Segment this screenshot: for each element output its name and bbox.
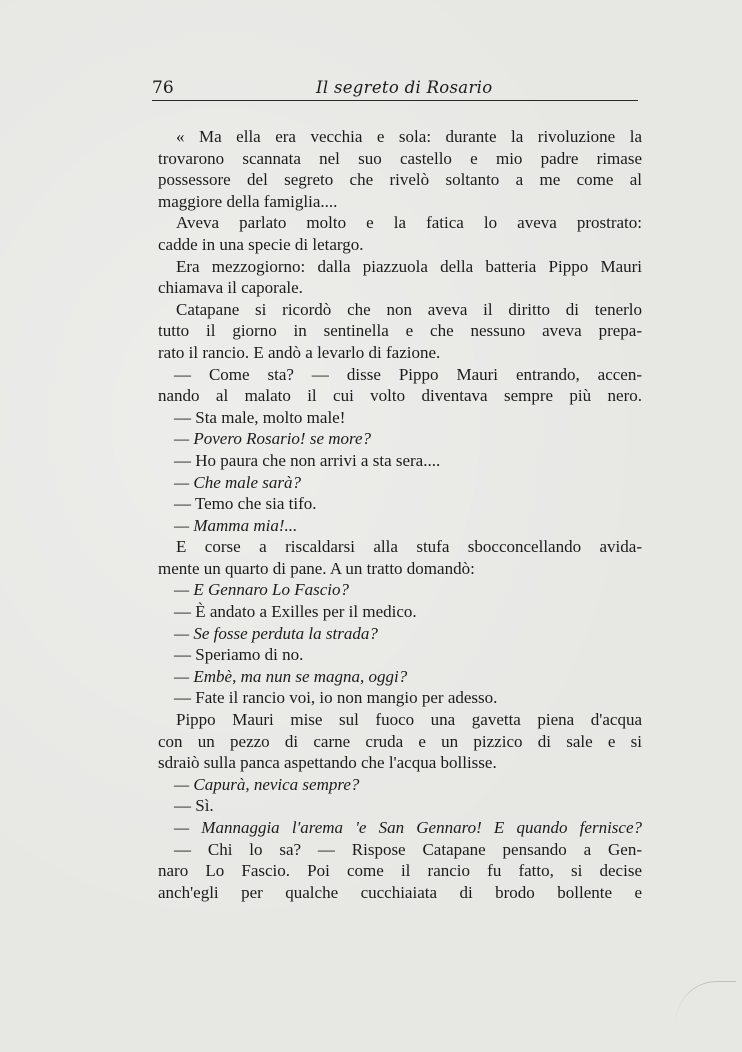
running-title: Il segreto di Rosario — [316, 78, 493, 97]
text-line: cadde in una specie di letargo. — [158, 234, 364, 254]
text-line: — Fate il rancio voi, io non mangio per adesso. — [174, 688, 498, 708]
text-line: rato il rancio. E andò a levarlo di fazione. — [158, 342, 441, 362]
text-line: mente un quarto di pane. A un tratto domandò: — [158, 558, 475, 578]
text-line: — Mamma mia!... — [174, 515, 298, 535]
text-line: — Che male sarà? — [174, 472, 302, 492]
text-line: anch'egli per qualche cucchiaiata di brodo bollente e — [158, 882, 642, 902]
text-line: tutto il giorno in sentinella e che nessuno aveva prepa- — [158, 321, 642, 341]
text-line: Catapane si ricordò che non aveva il diritto di tenerlo — [176, 299, 642, 319]
text-line: — Temo che sia tifo. — [174, 494, 317, 514]
text-line: — Embè, ma nun se magna, oggi? — [174, 666, 408, 686]
text-line: nando al malato il cui volto diventava sempre più nero. — [158, 386, 642, 406]
text-line: — Speriamo di no. — [174, 645, 304, 665]
text-line: con un pezzo di carne cruda e un pizzico di sale e si — [158, 731, 642, 751]
text-line: — Chi lo sa? — Rispose Catapane pensando a Gen- — [174, 839, 642, 859]
text-line: — Se fosse perduta la strada? — [174, 623, 378, 643]
text-line: — Come sta? — disse Pippo Mauri entrando, accen- — [174, 364, 642, 384]
text-line: — Povero Rosario! se more? — [174, 429, 372, 449]
page-header — [152, 78, 638, 101]
text-line: maggiore della famiglia.... — [158, 191, 338, 211]
text-line: possessore del segreto che rivelò soltanto a me come al — [158, 170, 642, 190]
text-line: chiamava il caporale. — [158, 278, 303, 298]
text-line: — È andato a Exilles per il medico. — [174, 602, 417, 622]
body-text — [158, 126, 642, 903]
text-line: E corse a riscaldarsi alla stufa sbocconcellando avida- — [176, 537, 642, 557]
text-line: — Sì. — [174, 796, 214, 816]
text-line: naro Lo Fascio. Poi come il rancio fu fatto, si decise — [158, 861, 642, 881]
text-line: « Ma ella era vecchia e sola: durante la rivoluzione la — [176, 127, 642, 146]
text-line: Aveva parlato molto e la fatica lo aveva prostrato: — [176, 213, 642, 233]
text-line: — Sta male, molto male! — [174, 407, 346, 427]
text-line: — E Gennaro Lo Fascio? — [174, 580, 350, 600]
text-line: trovarono scannata nel suo castello e mio padre rimase — [158, 148, 642, 168]
page-edge-mark — [676, 981, 736, 1022]
text-line: — Capurà, nevica sempre? — [174, 774, 360, 794]
text-line: — Ho paura che non arrivi a sta sera.... — [174, 450, 441, 470]
text-line: — Mannaggia l'arema 'e San Gennaro! E quando fernisce? — [174, 818, 642, 837]
text-line: Pippo Mauri mise sul fuoco una gavetta piena d'acqua — [176, 710, 642, 730]
text-line: Era mezzogiorno: dalla piazzuola della batteria Pippo Mauri — [176, 256, 642, 276]
page-number: 76 — [152, 78, 174, 98]
text-line: sdraiò sulla panca aspettando che l'acqua bollisse. — [158, 753, 497, 773]
